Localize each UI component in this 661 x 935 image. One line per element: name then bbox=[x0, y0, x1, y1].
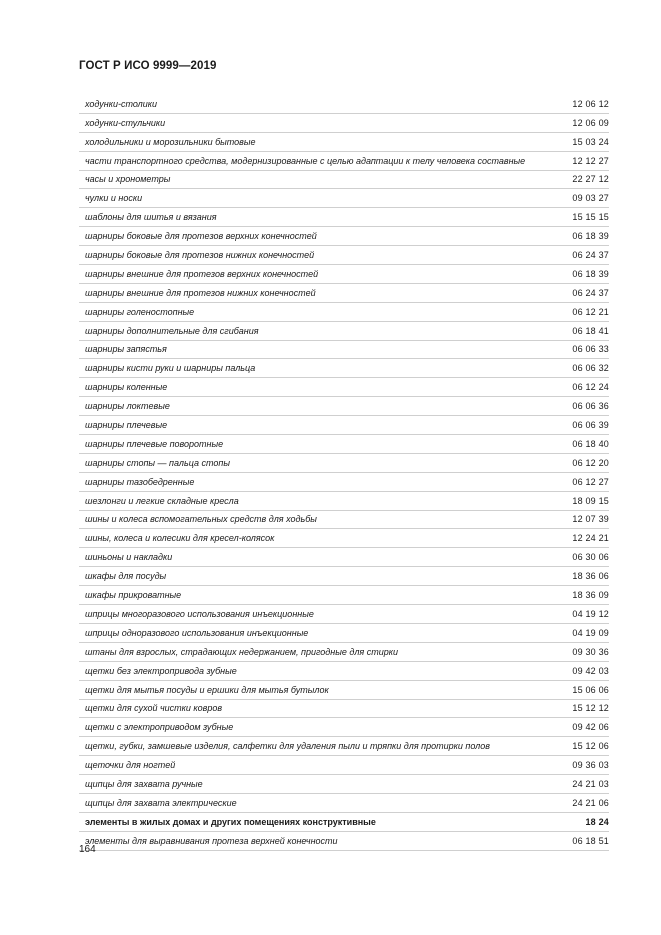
index-list bbox=[79, 95, 609, 851]
index-entry bbox=[79, 227, 609, 246]
index-entry-term: ходунки-столики bbox=[85, 98, 158, 109]
index-entry bbox=[79, 624, 609, 643]
index-entry-code: 18 36 06 bbox=[572, 571, 609, 582]
index-entry-code: 09 42 03 bbox=[572, 665, 609, 676]
index-entry-term: шаблоны для шитья и вязания bbox=[85, 212, 217, 223]
index-entry bbox=[79, 454, 609, 473]
index-entry-code: 09 03 27 bbox=[572, 193, 609, 204]
index-entry-term: шарниры дополнительные для сгибания bbox=[85, 325, 259, 336]
index-entry-term: элементы в жилых домах и других помещениях конструктивные bbox=[85, 816, 376, 827]
index-entry bbox=[79, 700, 609, 719]
index-entry bbox=[79, 95, 609, 114]
index-entry-term: щетки для мытья посуды и ершики для мытья бутылок bbox=[85, 684, 329, 695]
index-entry-code: 06 18 39 bbox=[572, 268, 609, 279]
index-entry-term: шарниры внешние для протезов верхних конечностей bbox=[85, 268, 319, 279]
index-entry bbox=[79, 605, 609, 624]
index-entry bbox=[79, 832, 609, 851]
index-entry bbox=[79, 435, 609, 454]
index-entry bbox=[79, 378, 609, 397]
index-entry-term: шарниры боковые для протезов верхних конечностей bbox=[85, 231, 317, 242]
index-entry-term: шарниры внешние для протезов нижних конечностей bbox=[85, 287, 316, 298]
index-entry bbox=[79, 359, 609, 378]
index-entry bbox=[79, 586, 609, 605]
index-entry-code: 06 06 36 bbox=[572, 401, 609, 412]
index-entry-term: щетки без электропривода зубные bbox=[85, 665, 237, 676]
index-entry bbox=[79, 265, 609, 284]
index-entry-code: 06 18 41 bbox=[572, 325, 609, 336]
index-entry-code: 12 12 27 bbox=[572, 155, 609, 166]
index-entry-code: 24 21 03 bbox=[572, 778, 609, 789]
index-entry bbox=[79, 246, 609, 265]
index-entry-code: 12 06 09 bbox=[572, 117, 609, 128]
index-entry-term: шарниры стопы — пальца стопы bbox=[85, 457, 230, 468]
index-entry-term: щетки, губки, замшевые изделия, салфетки для удаления пыли и тряпки для протирки полов bbox=[85, 741, 490, 752]
index-entry-code: 06 30 06 bbox=[572, 552, 609, 563]
index-entry-code: 06 12 21 bbox=[572, 306, 609, 317]
index-entry-code: 18 09 15 bbox=[572, 495, 609, 506]
index-entry bbox=[79, 775, 609, 794]
index-entry bbox=[79, 662, 609, 681]
index-entry-code: 15 06 06 bbox=[572, 684, 609, 695]
index-entry-code: 22 27 12 bbox=[572, 174, 609, 185]
index-entry bbox=[79, 737, 609, 756]
index-entry-code: 06 06 32 bbox=[572, 363, 609, 374]
index-entry bbox=[79, 548, 609, 567]
index-entry-code: 06 18 51 bbox=[572, 835, 609, 846]
index-entry bbox=[79, 322, 609, 341]
index-entry bbox=[79, 397, 609, 416]
index-entry-code: 06 24 37 bbox=[572, 287, 609, 298]
index-entry-term: чулки и носки bbox=[85, 193, 143, 204]
index-entry-code: 06 12 27 bbox=[572, 476, 609, 487]
index-entry-term: шарниры кисти руки и шарниры пальца bbox=[85, 363, 256, 374]
index-entry bbox=[79, 416, 609, 435]
index-entry-term: части транспортного средства, модернизированные с целью адаптации к телу человека составные bbox=[85, 155, 526, 166]
page-number: 164 bbox=[79, 844, 96, 855]
index-entry bbox=[79, 718, 609, 737]
index-entry-code: 15 03 24 bbox=[572, 136, 609, 147]
index-entry bbox=[79, 133, 609, 152]
index-entry-code: 04 19 09 bbox=[572, 627, 609, 638]
index-entry-term: штаны для взрослых, страдающих недержанием, пригодные для стирки bbox=[85, 646, 398, 657]
index-entry-term: холодильники и морозильники бытовые bbox=[85, 136, 256, 147]
index-entry-term: шарниры локтевые bbox=[85, 401, 170, 412]
index-entry bbox=[79, 794, 609, 813]
index-entry-term: шарниры тазобедренные bbox=[85, 476, 195, 487]
index-entry-term: шарниры плечевые bbox=[85, 420, 168, 431]
index-entry bbox=[79, 189, 609, 208]
index-entry-code: 15 15 15 bbox=[572, 212, 609, 223]
index-entry-code: 12 24 21 bbox=[572, 533, 609, 544]
document-header: ГОСТ Р ИСО 9999—2019 bbox=[79, 60, 217, 72]
index-entry-code: 06 06 33 bbox=[572, 344, 609, 355]
index-entry-term: шприцы многоразового использования инъекционные bbox=[85, 608, 314, 619]
index-entry-term: шарниры запястья bbox=[85, 344, 167, 355]
index-entry bbox=[79, 813, 609, 832]
index-entry-term: щетки с электроприводом зубные bbox=[85, 722, 234, 733]
index-entry-term: элементы для выравнивания протеза верхней конечности bbox=[85, 835, 338, 846]
index-entry bbox=[79, 511, 609, 530]
index-entry-term: шезлонги и легкие складные кресла bbox=[85, 495, 239, 506]
index-entry-code: 09 30 36 bbox=[572, 646, 609, 657]
index-entry bbox=[79, 756, 609, 775]
index-entry-term: шарниры коленные bbox=[85, 382, 168, 393]
index-entry bbox=[79, 473, 609, 492]
index-entry-code: 15 12 12 bbox=[572, 703, 609, 714]
index-entry-term: шины, колеса и колесики для кресел-колясок bbox=[85, 533, 275, 544]
index-entry-code: 09 36 03 bbox=[572, 760, 609, 771]
index-entry-term: шины и колеса вспомогательных средств для ходьбы bbox=[85, 514, 317, 525]
index-entry-term: шиньоны и накладки bbox=[85, 552, 173, 563]
index-entry-code: 04 19 12 bbox=[572, 608, 609, 619]
index-entry bbox=[79, 341, 609, 360]
index-entry-code: 06 18 39 bbox=[572, 231, 609, 242]
index-entry-code: 18 36 09 bbox=[572, 590, 609, 601]
index-entry-term: часы и хронометры bbox=[85, 174, 171, 185]
index-entry-term: щипцы для захвата электрические bbox=[85, 797, 237, 808]
index-entry-code: 09 42 06 bbox=[572, 722, 609, 733]
index-entry-code: 15 12 06 bbox=[572, 741, 609, 752]
index-entry bbox=[79, 303, 609, 322]
index-entry-term: щеточки для ногтей bbox=[85, 760, 176, 771]
index-entry bbox=[79, 643, 609, 662]
index-entry-term: шкафы прикроватные bbox=[85, 590, 182, 601]
index-entry-term: щетки для сухой чистки ковров bbox=[85, 703, 223, 714]
index-entry bbox=[79, 681, 609, 700]
index-entry bbox=[79, 114, 609, 133]
index-entry-term: шкафы для посуды bbox=[85, 571, 167, 582]
index-entry-term: шарниры голеностопные bbox=[85, 306, 195, 317]
index-entry-code: 18 24 bbox=[585, 816, 609, 827]
index-entry-code: 06 18 40 bbox=[572, 438, 609, 449]
index-entry bbox=[79, 284, 609, 303]
index-entry bbox=[79, 152, 609, 171]
index-entry-code: 06 06 39 bbox=[572, 420, 609, 431]
index-entry bbox=[79, 567, 609, 586]
index-entry-code: 06 12 24 bbox=[572, 382, 609, 393]
index-entry-code: 06 12 20 bbox=[572, 457, 609, 468]
index-entry bbox=[79, 208, 609, 227]
index-entry-code: 12 06 12 bbox=[572, 98, 609, 109]
index-entry-term: шарниры боковые для протезов нижних конечностей bbox=[85, 250, 315, 261]
index-entry-code: 24 21 06 bbox=[572, 797, 609, 808]
index-entry-code: 12 07 39 bbox=[572, 514, 609, 525]
index-entry-term: шарниры плечевые поворотные bbox=[85, 438, 224, 449]
index-entry-term: ходунки-стульчики bbox=[85, 117, 166, 128]
index-entry bbox=[79, 529, 609, 548]
index-entry-term: шприцы одноразового использования инъекционные bbox=[85, 627, 309, 638]
index-entry bbox=[79, 492, 609, 511]
index-entry-term: щипцы для захвата ручные bbox=[85, 778, 203, 789]
index-entry-code: 06 24 37 bbox=[572, 250, 609, 261]
index-entry bbox=[79, 171, 609, 190]
